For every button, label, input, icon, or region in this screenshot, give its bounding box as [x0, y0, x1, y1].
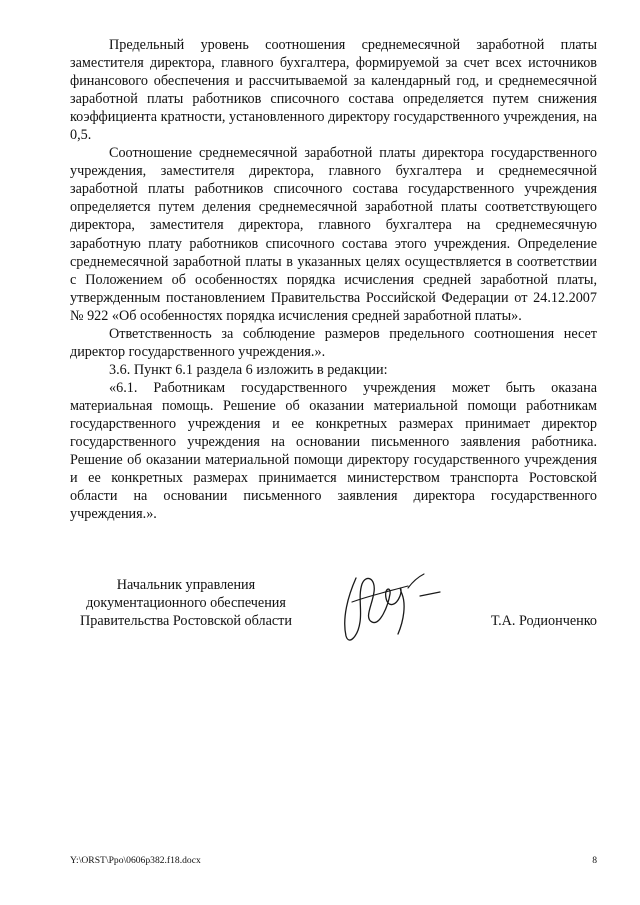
page-number: 8: [592, 855, 597, 866]
signatory-position-line: Начальник управления: [116, 577, 256, 593]
paragraph-wage-ratio-limit: Предельный уровень соотношения среднемесячной заработной платы заместителя директора, главного бухгалтера, формируемой за счет всех источников финансового обеспечения и рассчитываемой за календарный год, и среднемесячной заработной платы работников списочного состава определяется путем снижения коэффициента кратности, установленного директору государственного учреждения, на 0,5.: [70, 37, 597, 144]
paragraph-item-6-1: «6.1. Работникам государственного учреждения может быть оказана материальная помощь. Решение об оказании материальной помощи работникам государственного учреждения и ее конкретных размерах принимает директор государственного учреждения на основании письменного заявления работника. Решение об оказании материальной помощи директору государственного учреждения и ее конкретных размерах принимается министерством транспорта Ростовской области на основании письменного заявления директора государственного учреждения.».: [70, 379, 597, 523]
document-body: [70, 36, 597, 523]
signatory-position: [68, 576, 304, 630]
handwritten-signature: [328, 566, 448, 650]
signatory-position-line: документационного обеспечения: [86, 595, 286, 612]
paragraph-wage-ratio-calculation: Соотношение среднемесячной заработной платы директора государственного учреждения, заместителя директора, главного бухгалтера и среднемесячной заработной платы работников списочного состава государственного учреждения определяется путем деления среднемесячной заработной платы соответствующего директора, заместителя директора, главного бухгалтера на среднемесячную заработную плату работников списочного состава этого учреждения. Определение среднемесячной заработной платы в указанных целях осуществляется в соответствии с Положением об особенностях порядка исчисления средней заработной платы, утвержденным постановлением Правительства Российской Федерации от 24.12.2007 № 922 «Об особенностях порядка исчисления средней заработной платы».: [70, 145, 597, 324]
footer-file-path: Y:\ORST\Ppo\0606p382.f18.docx: [70, 855, 201, 866]
signatory-name: Т.А. Родионченко: [490, 613, 597, 629]
paragraph-item-3-6: 3.6. Пункт 6.1 раздела 6 изложить в редакции:: [109, 361, 388, 378]
paragraph-responsibility: Ответственность за соблюдение размеров предельного соотношения несет директор государственного учреждения.».: [70, 325, 597, 360]
signatory-position-line: Правительства Ростовской области: [80, 613, 292, 630]
